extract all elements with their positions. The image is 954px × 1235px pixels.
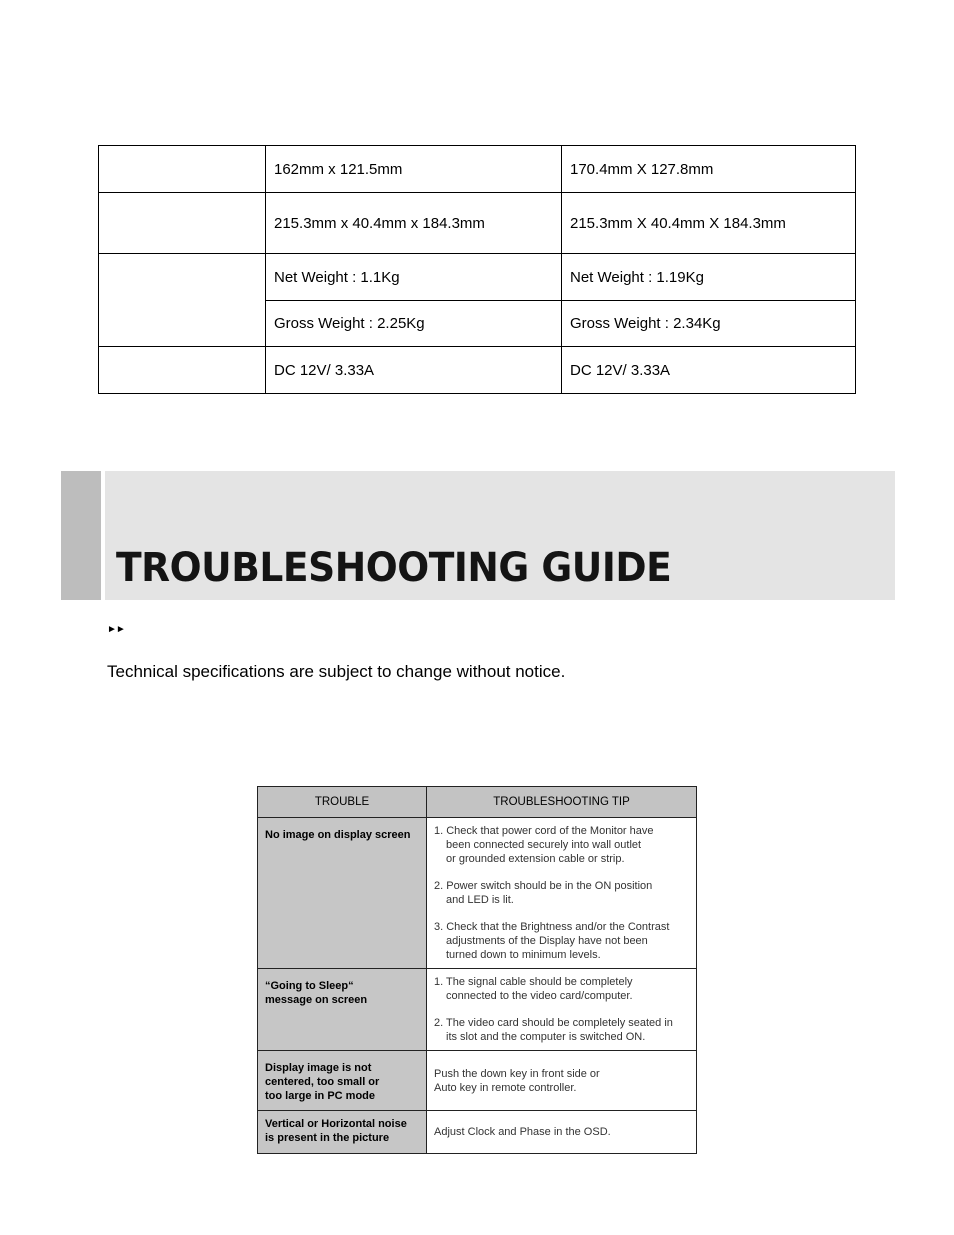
tip-text: or grounded extension cable or strip.: [446, 853, 625, 865]
tip-cell: [427, 1111, 697, 1154]
spec-value-cell: Net Weight : 1.19Kg: [562, 254, 856, 301]
tip-text: Auto key in remote controller.: [434, 1081, 577, 1094]
trouble-text: No image on display screen: [265, 829, 411, 841]
spec-value-cell: 215.3mm X 40.4mm X 184.3mm: [562, 193, 856, 254]
tip-item: [434, 824, 692, 866]
spec-label-cell: [99, 146, 266, 193]
table-row: [99, 193, 856, 254]
trouble-cell: [258, 1051, 427, 1111]
trouble-cell: [258, 1111, 427, 1154]
tip-item: [434, 1067, 692, 1095]
tip-item: [434, 1125, 692, 1139]
trouble-text: Display image is not: [265, 1062, 372, 1074]
table-row: [99, 347, 856, 394]
trouble-text: message on screen: [265, 994, 368, 1006]
tip-item: [434, 879, 692, 907]
section-title: TROUBLESHOOTING GUIDE: [116, 545, 672, 591]
table-header-row: [258, 787, 697, 818]
table-row: [99, 146, 856, 193]
table-row: [258, 1111, 697, 1154]
tip-cell: [427, 969, 697, 1051]
tip-text: 2. Power switch should be in the ON position: [434, 880, 653, 892]
table-row: [258, 969, 697, 1051]
tip-text: 1. Check that power cord of the Monitor have: [434, 825, 654, 837]
tip-text: 2. The video card should be completely seated in: [434, 1017, 673, 1029]
trouble-text: Vertical or Horizontal noise: [265, 1118, 407, 1130]
troubleshooting-table: [257, 786, 697, 1154]
trouble-cell: [258, 818, 427, 969]
column-header-tip: TROUBLESHOOTING TIP: [427, 787, 697, 818]
banner-accent-bar: [61, 471, 101, 600]
tip-item: [434, 975, 692, 1003]
arrow-bullet-icon: ►►: [107, 624, 125, 635]
tip-cell: [427, 818, 697, 969]
column-header-trouble: TROUBLE: [258, 787, 427, 818]
tip-text: Push the down key in front side or: [434, 1067, 600, 1080]
tip-text: been connected securely into wall outlet: [446, 839, 642, 851]
spec-label-cell: [99, 254, 266, 347]
tip-text: its slot and the computer is switched ON.: [446, 1031, 646, 1043]
tip-text: connected to the video card/computer.: [446, 990, 633, 1002]
section-banner: [61, 471, 895, 600]
spec-value-cell: 170.4mm X 127.8mm: [562, 146, 856, 193]
tip-item: [434, 1016, 692, 1044]
spec-value-cell: 162mm x 121.5mm: [266, 146, 562, 193]
tip-text: Adjust Clock and Phase in the OSD.: [434, 1126, 611, 1138]
spec-value-cell: Gross Weight : 2.34Kg: [562, 301, 856, 347]
tip-text: adjustments of the Display have not been: [446, 935, 648, 947]
spec-label-cell: [99, 347, 266, 394]
spec-value-cell: Gross Weight : 2.25Kg: [266, 301, 562, 347]
tip-item: [434, 920, 692, 962]
notice-text: Technical specifications are subject to change without notice.: [107, 662, 566, 681]
tip-text: and LED is lit.: [446, 894, 514, 906]
tip-text: turned down to minimum levels.: [446, 949, 601, 961]
tip-cell: [427, 1051, 697, 1111]
tip-text: 1. The signal cable should be completely: [434, 976, 633, 988]
spec-value-cell: Net Weight : 1.1Kg: [266, 254, 562, 301]
table-row: [258, 818, 697, 969]
spec-value-cell: 215.3mm x 40.4mm x 184.3mm: [266, 193, 562, 254]
table-row: [99, 254, 856, 301]
spec-value-cell: DC 12V/ 3.33A: [266, 347, 562, 394]
trouble-text: centered, too small or: [265, 1076, 380, 1088]
spec-label-cell: [99, 193, 266, 254]
spec-value-cell: DC 12V/ 3.33A: [562, 347, 856, 394]
trouble-text: too large in PC mode: [265, 1090, 376, 1102]
trouble-text: “Going to Sleep“: [265, 980, 354, 992]
spec-table: [98, 145, 856, 394]
tip-text: 3. Check that the Brightness and/or the Contrast: [434, 921, 670, 933]
trouble-text: is present in the picture: [265, 1132, 390, 1144]
table-row: [258, 1051, 697, 1111]
trouble-cell: [258, 969, 427, 1051]
